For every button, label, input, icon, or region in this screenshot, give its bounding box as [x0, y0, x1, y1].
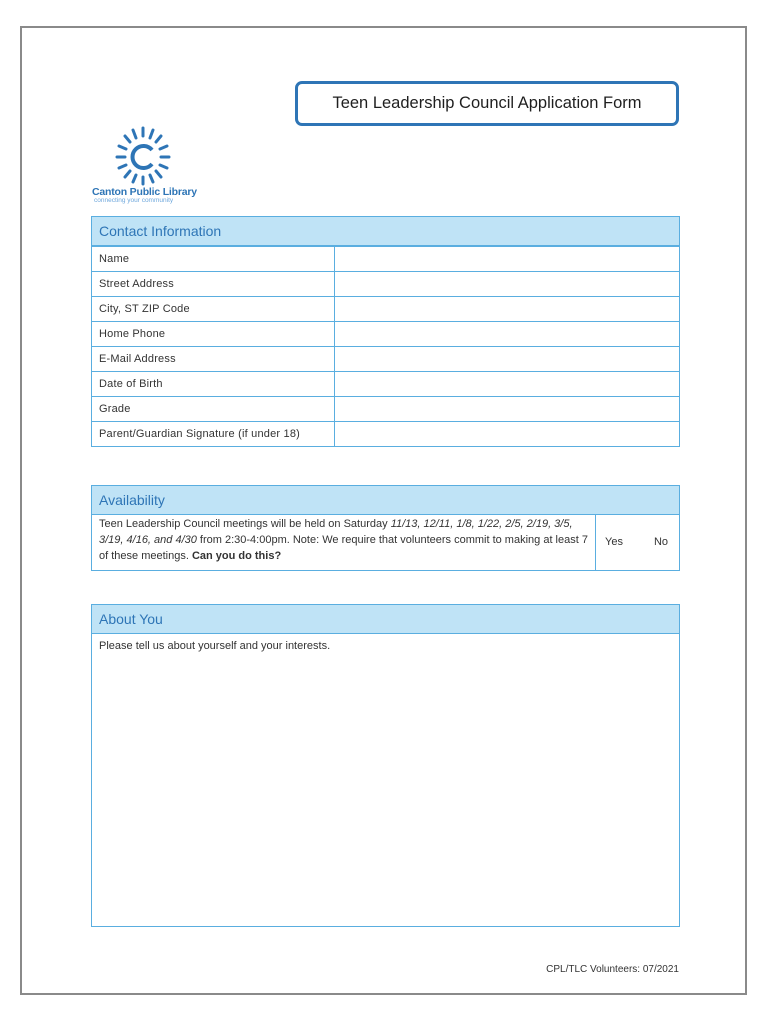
contact-field-label: Grade [92, 397, 335, 422]
about-textarea[interactable] [91, 633, 680, 927]
yes-option[interactable]: Yes [605, 536, 623, 548]
contact-section-header: Contact Information [91, 216, 680, 246]
contact-row [92, 322, 680, 347]
footer-text: CPL/TLC Volunteers: 07/2021 [546, 964, 679, 975]
contact-field-label: E-Mail Address [92, 347, 335, 372]
contact-row [92, 272, 680, 297]
contact-row [92, 297, 680, 322]
form-title [295, 81, 679, 126]
contact-row [92, 397, 680, 422]
contact-row [92, 422, 680, 447]
library-name: Canton Public Library [92, 186, 197, 198]
contact-field-label: Home Phone [92, 322, 335, 347]
contact-field-input[interactable] [335, 272, 680, 297]
no-option[interactable]: No [653, 536, 668, 548]
about-prompt: Please tell us about yourself and your interests. [99, 640, 331, 652]
contact-field-label: Street Address [92, 272, 335, 297]
contact-field-input[interactable] [335, 297, 680, 322]
contact-field-label: Date of Birth [92, 372, 335, 397]
contact-row [92, 247, 680, 272]
about-section-header: About You [91, 604, 680, 634]
availability-options [596, 514, 679, 570]
contact-field-input[interactable] [335, 322, 680, 347]
contact-field-label: Name [92, 247, 335, 272]
contact-table [91, 246, 680, 447]
contact-row [92, 372, 680, 397]
contact-field-input[interactable] [335, 422, 680, 447]
availability-box [91, 514, 680, 571]
contact-field-input[interactable] [335, 397, 680, 422]
availability-section-header: Availability [91, 485, 680, 515]
contact-row [92, 347, 680, 372]
library-tagline: connecting your community [94, 197, 174, 204]
contact-field-input[interactable] [335, 347, 680, 372]
form-title-text: Teen Leadership Council Application Form [332, 94, 642, 112]
contact-field-label: City, ST ZIP Code [92, 297, 335, 322]
contact-field-input[interactable] [335, 247, 680, 272]
contact-field-label: Parent/Guardian Signature (if under 18) [92, 422, 335, 447]
availability-text: Teen Leadership Council meetings will be held on Saturday 11/13, 12/11, 1/8, 1/22, 2/5, 2/19, 3/5, 3/19, 4/16, and 4/30 from 2:30-4:00pm. Note: We require that volunteers commit to making at least 7 of these meetings. Can you do this? [92, 514, 596, 570]
contact-field-input[interactable] [335, 372, 680, 397]
